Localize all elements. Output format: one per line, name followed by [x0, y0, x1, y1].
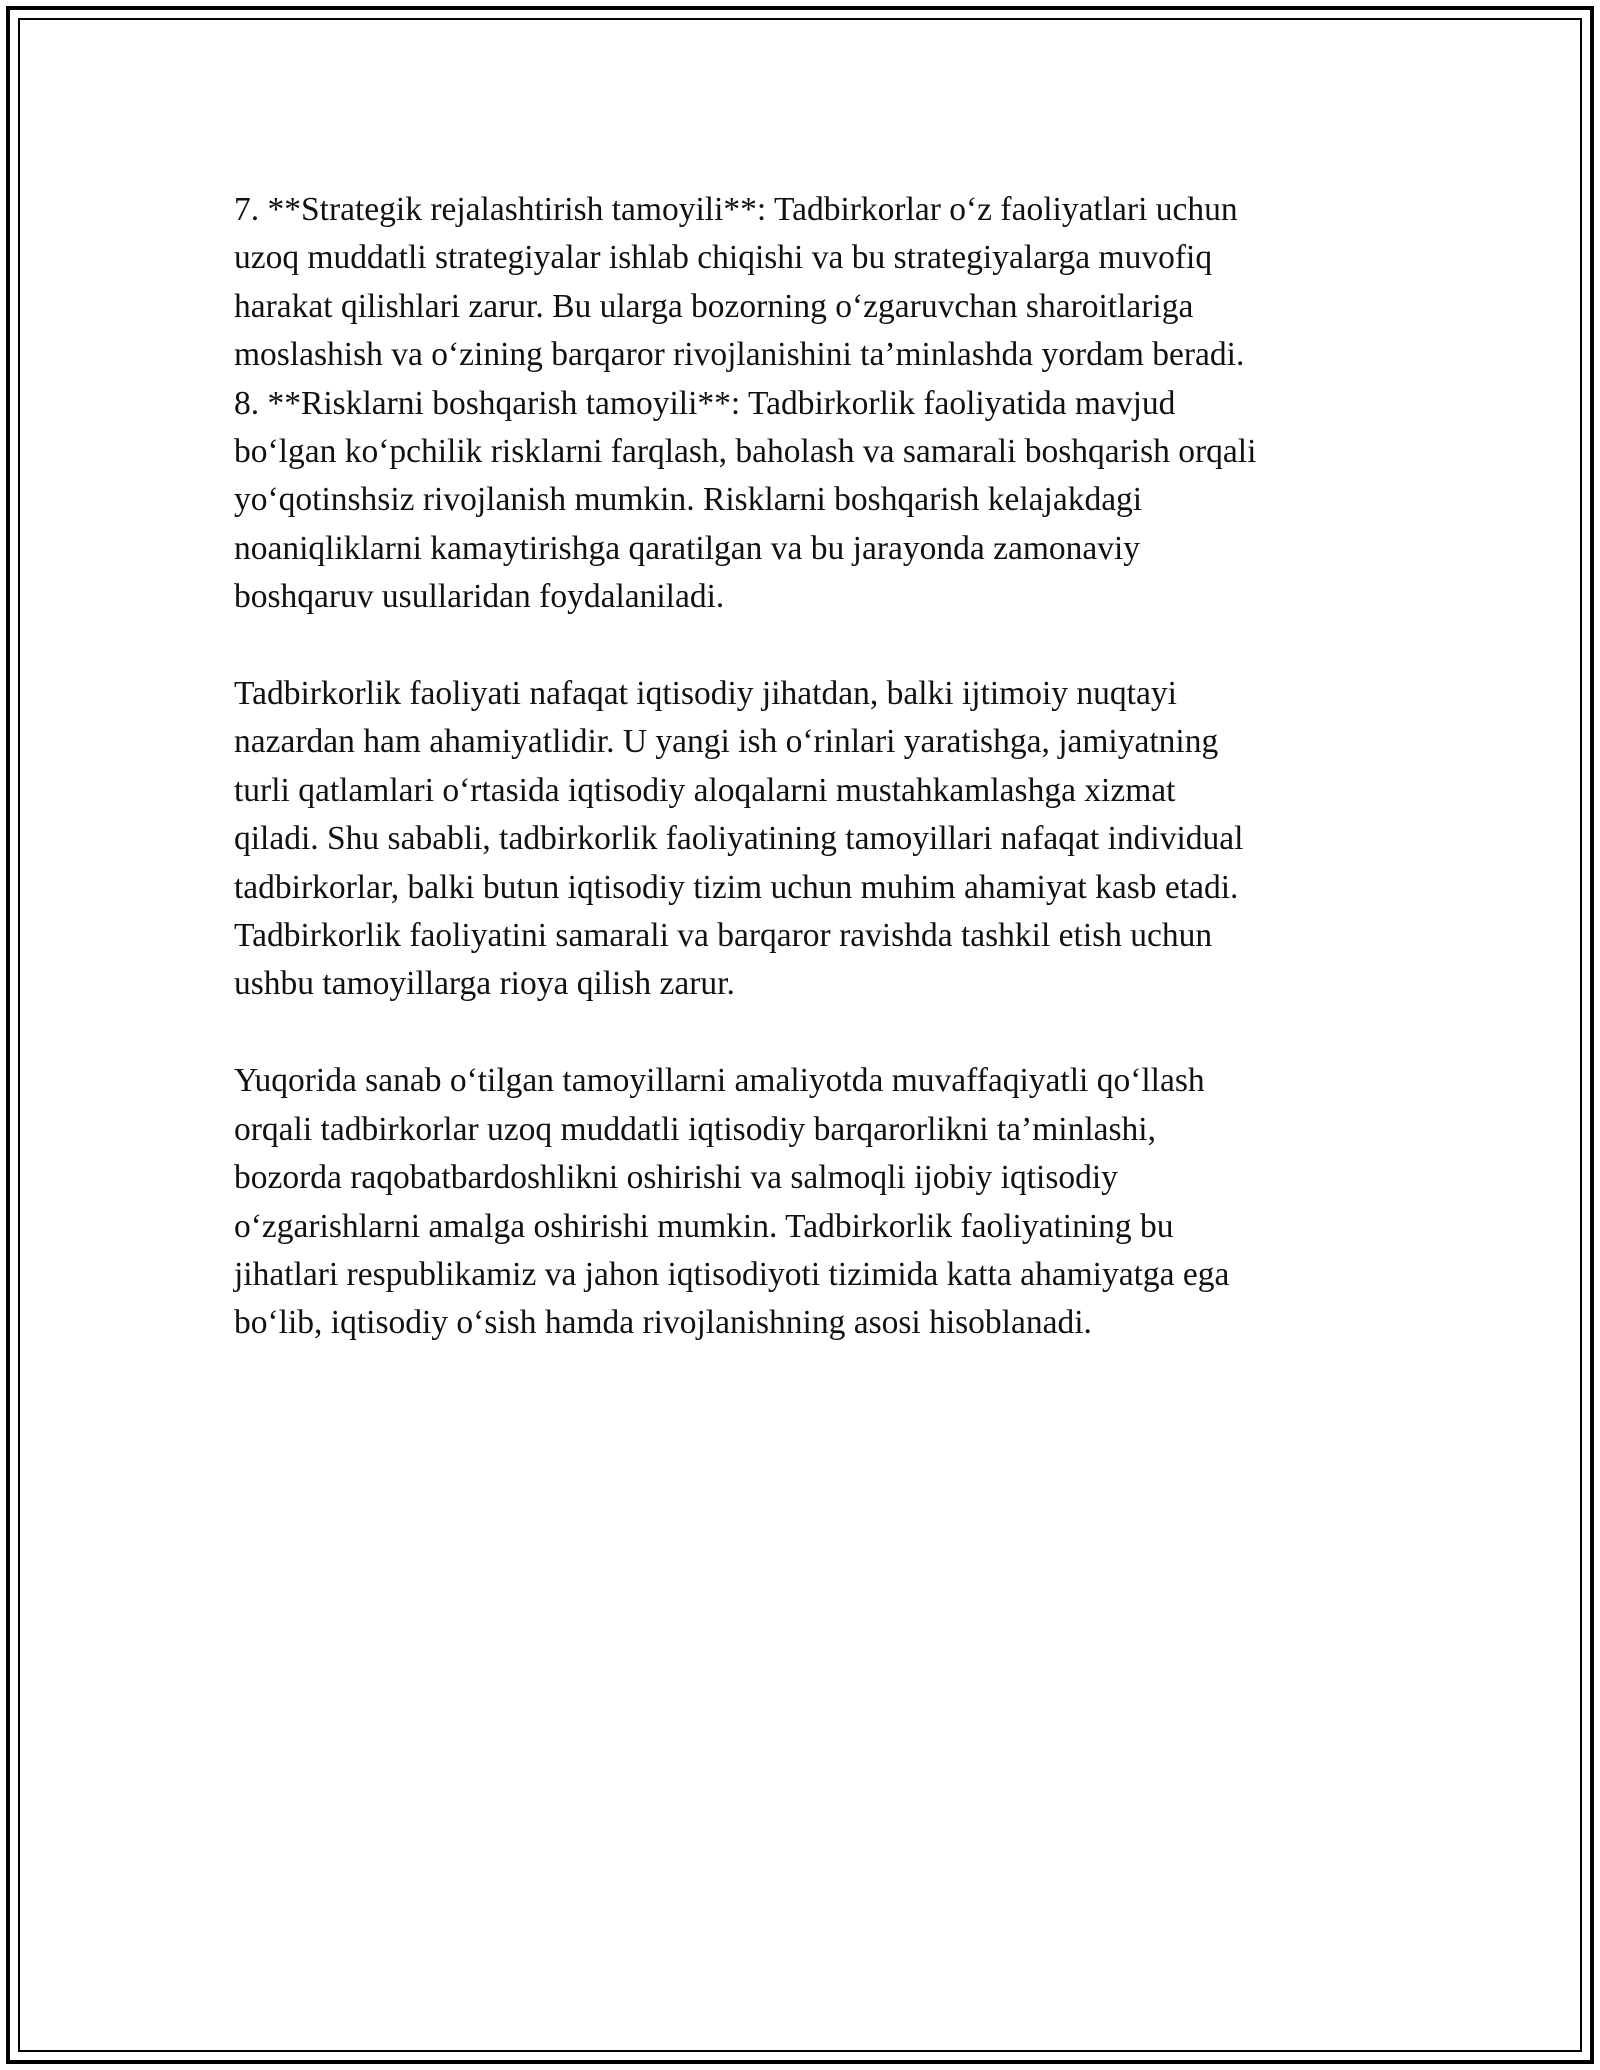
text-line: noaniqliklarni kamaytirishga qaratilgan va bu jarayonda zamonaviy [234, 529, 1141, 567]
paragraph-spacer [234, 622, 1394, 670]
text-line: 7. **Strategik rejalashtirish tamoyili**: Tadbirkorlar o‘z faoliyatlari uchun [234, 191, 1238, 228]
text-line: boshqaruv usullaridan foydalaniladi. [234, 578, 725, 616]
text-line: bo‘lib, iqtisodiy o‘sish hamda rivojlanishning asosi hisoblanadi. [234, 1304, 1092, 1342]
text-line: ushbu tamoyillarga rioya qilish zarur. [234, 965, 735, 1003]
text-line: tadbirkorlar, balki butun iqtisodiy tizim uchun muhim ahamiyat kasb etadi. [234, 868, 1239, 906]
text-line: nazardan ham ahamiyatlidir. U yangi ish o‘rinlari yaratishga, jamiyatning [234, 723, 1219, 761]
text-line: jihatlari respublikamiz va jahon iqtisodiyoti tizimida katta ahamiyatga ega [234, 1255, 1230, 1293]
text-line: qiladi. Shu sababli, tadbirkorlik faoliyatining tamoyillari nafaqat individual [234, 820, 1244, 858]
paragraph-social-importance [234, 670, 1394, 1009]
text-line: turli qatlamlari o‘rtasida iqtisodiy aloqalarni mustahkamlashga xizmat [234, 771, 1176, 809]
text-line: moslashish va o‘zining barqaror rivojlanishini ta’minlashda yordam beradi. [234, 336, 1245, 374]
text-line: bozorda raqobatbardoshlikni oshirishi va salmoqli ijobiy iqtisodiy [234, 1159, 1118, 1197]
text-line: Tadbirkorlik faoliyatini samarali va barqaror ravishda tashkil etish uchun [234, 917, 1213, 955]
paragraph-principles [234, 186, 1394, 622]
text-line: Tadbirkorlik faoliyati nafaqat iqtisodiy jihatdan, balki ijtimoiy nuqtayi [234, 675, 1177, 713]
text-line: uzoq muddatli strategiyalar ishlab chiqishi va bu strategiyalarga muvofiq [234, 239, 1213, 277]
text-line: Yuqorida sanab o‘tilgan tamoyillarni amaliyotda muvaffaqiyatli qo‘llash [234, 1062, 1205, 1100]
document-body [234, 186, 1394, 1348]
text-line: yo‘qotinshsiz rivojlanish mumkin. Risklarni boshqarish kelajakdagi [234, 481, 1143, 519]
text-line: o‘zgarishlarni amalga oshirishi mumkin. Tadbirkorlik faoliyatining bu [234, 1207, 1174, 1245]
paragraph-spacer [234, 1009, 1394, 1057]
text-line: 8. **Risklarni boshqarish tamoyili**: Tadbirkorlik faoliyatida mavjud [234, 384, 1176, 422]
text-line: harakat qilishlari zarur. Bu ularga bozorning o‘zgaruvchan sharoitlariga [234, 287, 1194, 325]
text-line: orqali tadbirkorlar uzoq muddatli iqtisodiy barqarorlikni ta’minlashi, [234, 1110, 1156, 1148]
text-line: bo‘lgan ko‘pchilik risklarni farqlash, baholash va samarali boshqarish orqali [234, 433, 1257, 471]
paragraph-conclusion [234, 1057, 1394, 1347]
